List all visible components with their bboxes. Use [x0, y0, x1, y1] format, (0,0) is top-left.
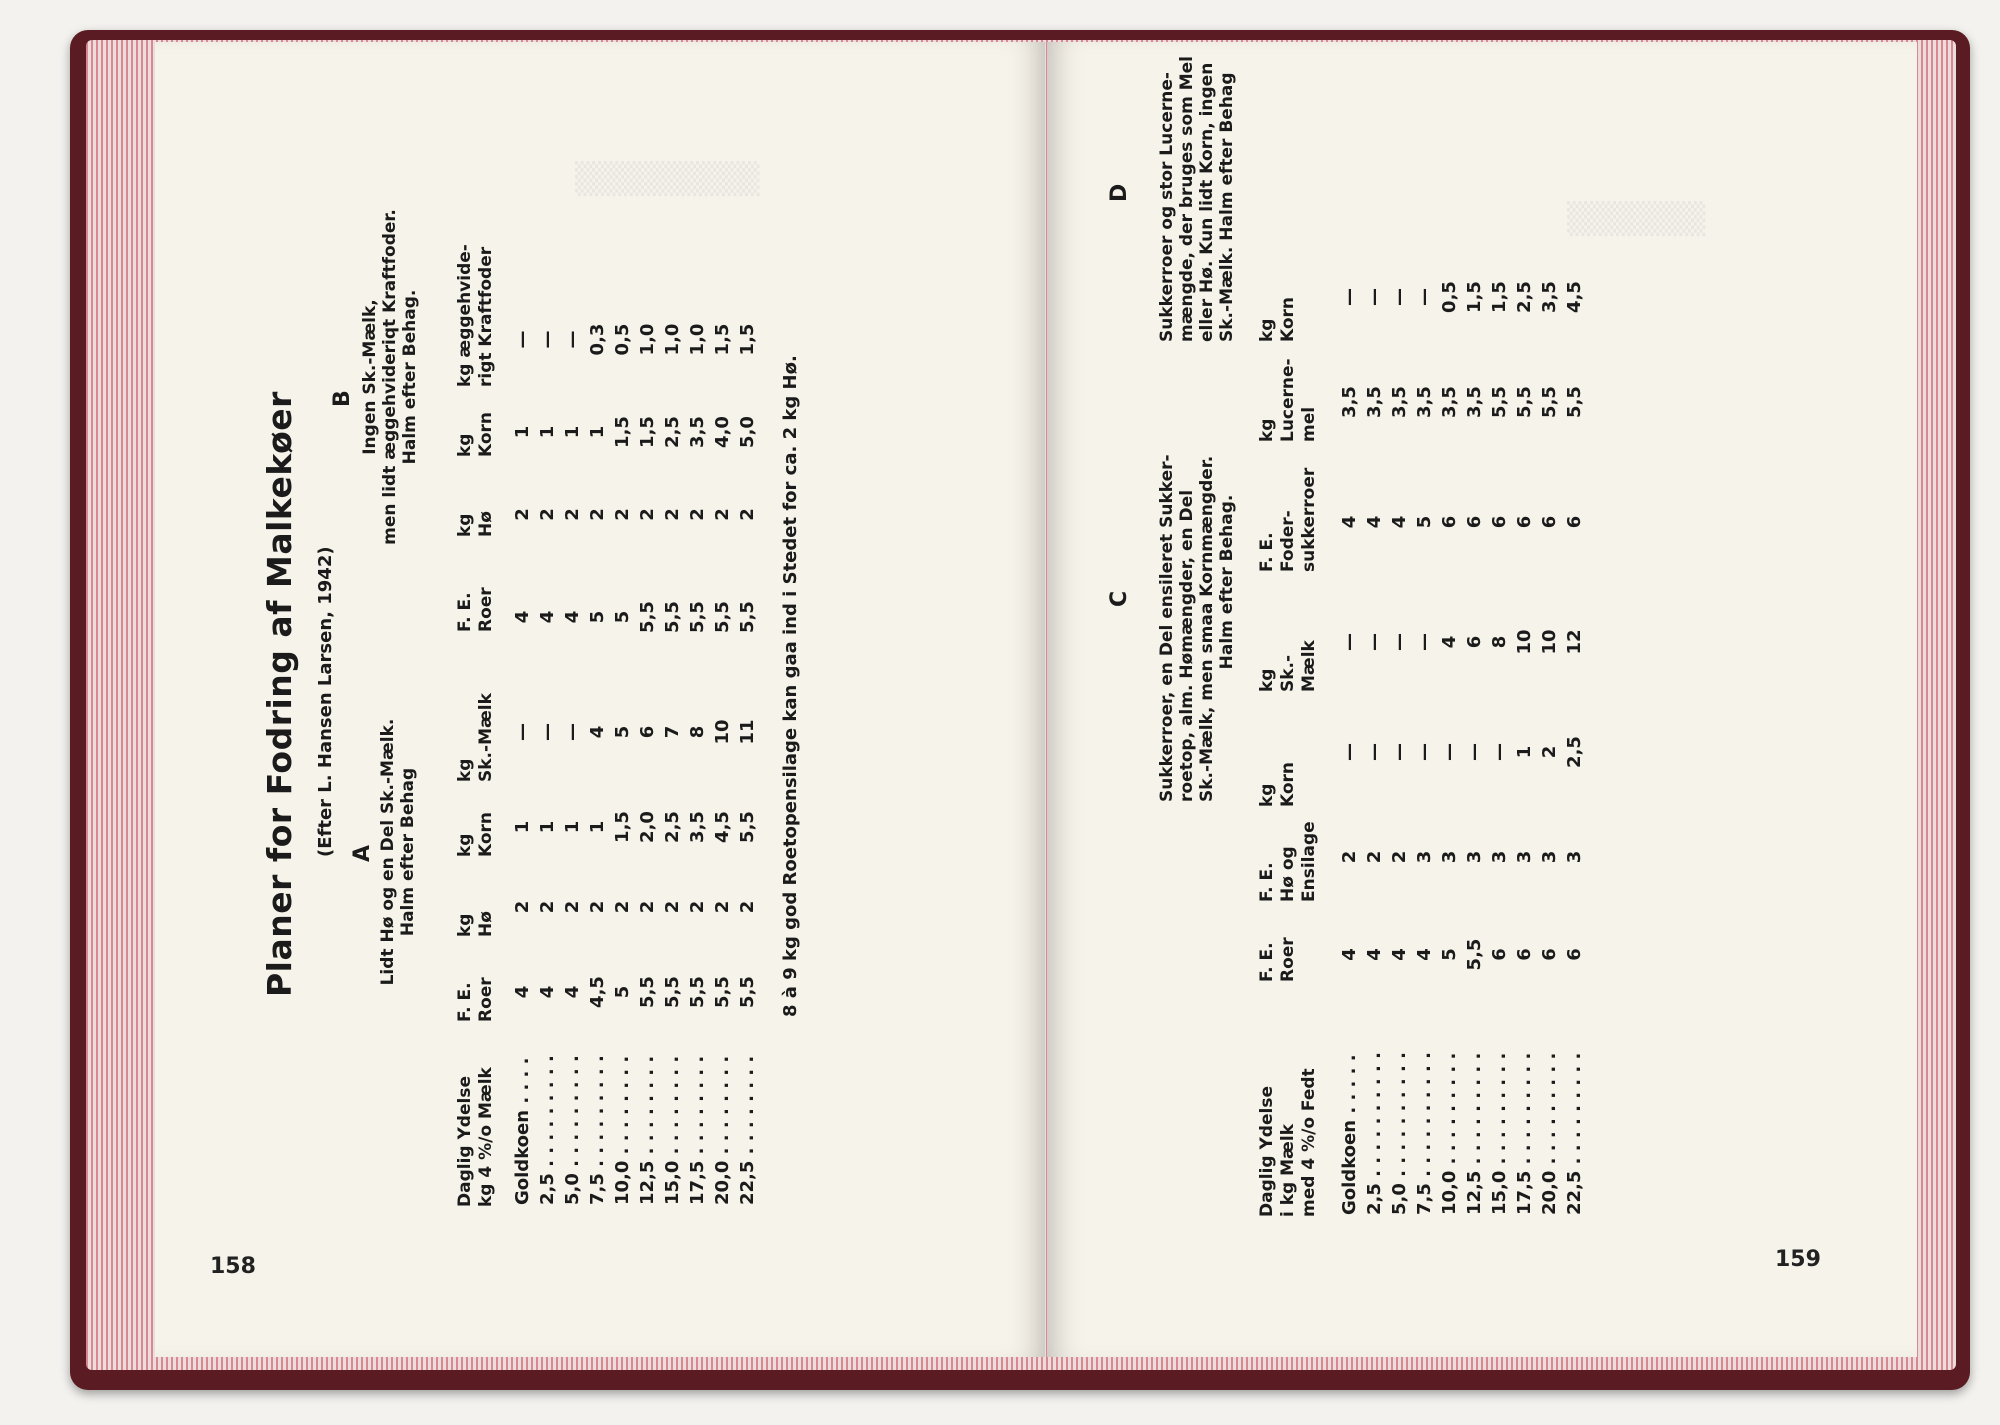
col-header-a-hay — [455, 911, 497, 937]
table-cell: 8 — [687, 725, 708, 739]
row-label: 12,5 . . . . . . . . — [637, 1055, 658, 1205]
table-cell: 1 — [562, 425, 583, 439]
table-cell: 10 — [1539, 629, 1560, 655]
col-header-line: kg — [455, 513, 475, 537]
col-header-line: Hø — [476, 511, 496, 537]
feeding-table-cd — [1337, 247, 1587, 1217]
table-cell: 2 — [637, 900, 658, 914]
table-cell: — — [562, 723, 583, 741]
section-d-heading-line: Sukkerroer og stor Lucerne- — [1157, 72, 1177, 342]
table-cell: 1 — [1514, 745, 1535, 759]
row-label: 7,5 . . . . . . . . . . — [1414, 1052, 1435, 1215]
table-cell: 2,5 — [1514, 281, 1535, 313]
table-cell: 2 — [712, 508, 733, 521]
table-cell: — — [512, 330, 533, 349]
table-cell: 2 — [737, 900, 758, 914]
table-row — [1462, 247, 1487, 1217]
table-cell: 5,5 — [662, 976, 683, 1008]
table-cell: 4 — [1439, 635, 1460, 649]
table-cell: 4 — [1339, 948, 1360, 961]
col-header-line: Lucerne- — [1278, 358, 1298, 442]
table-cell: 2 — [562, 508, 583, 521]
page-number: 159 — [1775, 1247, 1821, 1272]
section-c-heading-line: roetop, alm. Hømængder, en Del — [1177, 489, 1197, 802]
table-cell: 1 — [587, 425, 608, 439]
table-cell: — — [512, 723, 533, 741]
table-cell: 2,5 — [662, 811, 683, 843]
table-cell: — — [1464, 743, 1485, 761]
section-a-heading-line: Halm efter Behag — [398, 767, 418, 937]
table-cell: 2,5 — [1564, 736, 1585, 768]
col-header-c-fe-hay — [1257, 821, 1320, 902]
row-label: 20,0 . . . . . . . . — [712, 1055, 733, 1205]
table-cell: — — [1339, 633, 1360, 651]
table-cell: 4 — [537, 985, 558, 999]
left-page-rotated-content — [260, 77, 1020, 1227]
table-cell: 5 — [1414, 515, 1435, 529]
table-cell: 1 — [562, 820, 583, 834]
table-cell: 2 — [1539, 745, 1560, 759]
col-header-line: Foder- — [1278, 510, 1298, 572]
table-cell: 4 — [1364, 515, 1385, 529]
col-header-line: med 4 %/o Fedt — [1299, 1068, 1319, 1217]
table-cell: 5,5 — [737, 811, 758, 843]
col-header-line: kg — [1257, 783, 1277, 807]
table-cell: 6 — [1489, 515, 1510, 529]
table-cell: — — [1414, 743, 1435, 761]
col-header-line: i kg Mælk — [1278, 1123, 1298, 1217]
table-cell: — — [537, 330, 558, 349]
col-header-line: Roer — [476, 587, 496, 632]
col-header-line: Daglig Ydelse — [455, 1076, 475, 1207]
col-header-line: F. E. — [455, 982, 475, 1022]
table-row — [1412, 247, 1437, 1217]
feeding-table-ab — [510, 287, 760, 1207]
table-row — [585, 287, 610, 1207]
table-cell: 1 — [512, 425, 533, 439]
section-c-letter: C — [1107, 590, 1132, 607]
table-cell: 6 — [1489, 948, 1510, 961]
table-cell: — — [1339, 288, 1360, 306]
row-label: 10,0 . . . . . . . . — [612, 1055, 633, 1205]
row-label: 10,0 . . . . . . . . . — [1439, 1052, 1460, 1215]
bleed-through-shadow: ▒▒▒▒▒▒ — [1567, 202, 1706, 237]
table-cell: 1,5 — [637, 416, 658, 448]
col-header-line: Korn — [1278, 761, 1298, 807]
section-b-letter: B — [330, 390, 355, 407]
table-cell: — — [1414, 288, 1435, 306]
table-cell: 11 — [737, 719, 758, 745]
section-c-heading-line: Sk.-Mælk, men smaa Kornmængder. — [1197, 455, 1217, 802]
table-cell: 5,5 — [737, 601, 758, 633]
table-cell: 3,5 — [1389, 386, 1410, 418]
table-cell: — — [1389, 743, 1410, 761]
row-label: 22,5 . . . . . . . . . — [1564, 1052, 1585, 1215]
right-page — [1047, 42, 1917, 1357]
table-row — [610, 287, 635, 1207]
table-cell: 4 — [1414, 948, 1435, 961]
table-cell: 6 — [637, 725, 658, 739]
row-label: Goldkoen . . . . . — [1339, 1054, 1360, 1215]
table-cell: 2 — [612, 900, 633, 914]
section-a-heading — [378, 687, 418, 1017]
col-header-line: Roer — [476, 977, 496, 1022]
table-cell: 2 — [512, 508, 533, 521]
table-cell: 6 — [1539, 515, 1560, 529]
table-cell: 5,5 — [1539, 386, 1560, 418]
col-header-line: Korn — [476, 811, 496, 857]
col-header-d-grain — [1257, 297, 1299, 342]
table-cell: 5,5 — [1489, 386, 1510, 418]
table-cell: 5,5 — [637, 601, 658, 633]
table-row — [1337, 247, 1362, 1217]
table-cell: — — [537, 723, 558, 741]
table-cell: — — [1439, 743, 1460, 761]
table-cell: 5,5 — [712, 976, 733, 1008]
table-cell: 2 — [637, 508, 658, 521]
col-header-line: kg — [1257, 418, 1277, 442]
table-cell: 5,5 — [1514, 386, 1535, 418]
table-cell: 6 — [1439, 515, 1460, 529]
col-header-line: kg æggehvide- — [455, 244, 475, 387]
table-cell: 2,5 — [662, 416, 683, 448]
table-cell: 1 — [587, 820, 608, 834]
table-row — [1362, 247, 1387, 1217]
table-row — [635, 287, 660, 1207]
table-cell: 3 — [1414, 850, 1435, 864]
col-header-c-skim — [1257, 640, 1320, 692]
col-header-line: Mælk — [1299, 640, 1319, 692]
table-cell: 12 — [1564, 629, 1585, 655]
col-header-line: Roer — [1278, 937, 1298, 982]
table-row — [510, 287, 535, 1207]
table-cell: 0,3 — [587, 323, 608, 356]
table-row — [1537, 247, 1562, 1217]
table-cell: 4,5 — [712, 811, 733, 843]
section-a-heading-line: Lidt Hø og en Del Sk.-Mælk. — [378, 718, 398, 986]
col-header-line: F. E. — [1257, 942, 1277, 982]
table-cell: 4,5 — [587, 976, 608, 1008]
table-cell: 3,5 — [1414, 386, 1435, 418]
table-cell: 4 — [1389, 948, 1410, 961]
table-cell: 5,5 — [712, 601, 733, 633]
table-cell: 6 — [1514, 515, 1535, 529]
table-cell: 4 — [512, 985, 533, 999]
section-d-letter: D — [1107, 183, 1132, 202]
table-cell: 3,5 — [1439, 386, 1460, 418]
table-cell: 1,5 — [612, 416, 633, 448]
table-cell: — — [1489, 743, 1510, 761]
table-cell: 1,5 — [612, 811, 633, 843]
section-c-heading-line: Sukkerroer, en Del ensileret Sukker- — [1157, 454, 1177, 802]
table-cell: 2 — [662, 508, 683, 521]
table-cell: 2 — [687, 508, 708, 521]
table-cell: 5 — [612, 985, 633, 999]
table-cell: 5,0 — [737, 416, 758, 448]
table-cell: 5,5 — [1564, 386, 1585, 418]
table-cell: 3,5 — [1464, 386, 1485, 418]
table-cell: 2 — [587, 900, 608, 914]
page-subtitle: (Efter L. Hansen Larsen, 1942) — [315, 546, 336, 857]
table-cell: 3 — [1439, 850, 1460, 864]
table-cell: 3,5 — [687, 416, 708, 448]
table-cell: 5,5 — [637, 976, 658, 1008]
section-b-heading-line: Ingen Sk.-Mælk, — [360, 299, 380, 455]
table-cell: 6 — [1464, 515, 1485, 529]
col-header-a-skim — [455, 693, 497, 782]
table-cell: 4,5 — [1564, 281, 1585, 313]
table-cell: 1,5 — [1489, 281, 1510, 313]
col-header-c-grain — [1257, 762, 1299, 807]
table-cell: 8 — [1489, 635, 1510, 649]
table-cell: — — [1364, 743, 1385, 761]
table-cell: 2 — [537, 900, 558, 914]
col-header-line: Korn — [1278, 296, 1298, 342]
table-cell: 3 — [1464, 850, 1485, 864]
row-label: 7,5 . . . . . . . . . — [587, 1055, 608, 1205]
col-header-line: Ensilage — [1299, 821, 1319, 902]
col-header-line: F. E. — [455, 592, 475, 632]
table-cell: 4 — [1389, 515, 1410, 529]
section-c-heading-line: Halm efter Behag. — [1217, 494, 1237, 670]
col-header-d-lucerne — [1257, 358, 1320, 442]
table-cell: 1,5 — [1464, 281, 1485, 313]
table-cell: 0,5 — [612, 323, 633, 356]
row-label: 2,5 . . . . . . . . . . — [1364, 1052, 1385, 1215]
table-cell: 6 — [1564, 948, 1585, 961]
table-row — [1387, 247, 1412, 1217]
table-cell: 3,5 — [1364, 386, 1385, 418]
table-cell: 10 — [1514, 629, 1535, 655]
table-cell: — — [1389, 288, 1410, 306]
col-header-line: Hø og — [1278, 846, 1298, 902]
col-header-line: kg 4 %/o Mælk — [476, 1067, 496, 1207]
table-cell: 3 — [1514, 850, 1535, 864]
table-cell: 0,5 — [1439, 281, 1460, 313]
right-page-rotated-content — [1107, 56, 1867, 1222]
table-cell: 1 — [537, 820, 558, 834]
table-row — [560, 287, 585, 1207]
col-header-line: kg — [455, 833, 475, 857]
col-header-line: Daglig Ydelse — [1257, 1086, 1277, 1217]
section-d-heading-line: eller Hø. Kun lidt Korn, ingen — [1197, 62, 1217, 342]
col-header-yield — [455, 1067, 497, 1207]
table-cell: 2 — [1339, 850, 1360, 864]
table-cell: 5,5 — [687, 601, 708, 633]
table-cell: 2 — [662, 900, 683, 914]
table-cell: 1,0 — [687, 323, 708, 356]
table-row — [1512, 247, 1537, 1217]
col-header-yield — [1257, 1068, 1320, 1217]
table-cell: 4 — [562, 610, 583, 624]
col-header-b-fe — [455, 587, 497, 632]
table-row — [710, 287, 735, 1207]
table-cell: 1 — [512, 820, 533, 834]
col-header-b-grain — [455, 412, 497, 457]
table-cell: 2 — [712, 900, 733, 914]
col-header-b-protein — [455, 244, 497, 387]
table-cell: 5 — [612, 610, 633, 624]
table-cell: 2 — [512, 900, 533, 914]
row-label: Goldkoen . . . . — [512, 1057, 533, 1205]
table-cell: 2 — [1389, 850, 1410, 864]
table-cell: — — [1364, 288, 1385, 306]
footnote: 8 à 9 kg god Roetopensilage kan gaa ind i Stedet for ca. 2 kg Hø. — [780, 355, 801, 1017]
table-cell: 4 — [537, 610, 558, 624]
section-d-heading-line: Sk.-Mælk. Halm efter Behag — [1217, 72, 1237, 342]
table-cell: 2 — [1364, 850, 1385, 864]
table-cell: 1 — [537, 425, 558, 439]
col-header-line: Sk.- — [1278, 654, 1298, 692]
table-cell: 4 — [1339, 515, 1360, 529]
table-row — [535, 287, 560, 1207]
table-cell: 4 — [587, 725, 608, 739]
table-cell: 4,0 — [712, 416, 733, 448]
row-label: 17,5 . . . . . . . . — [687, 1055, 708, 1205]
page-number: 158 — [210, 1254, 256, 1279]
table-cell: 3 — [1539, 850, 1560, 864]
section-d-heading — [1157, 42, 1237, 342]
section-c-heading — [1157, 362, 1237, 802]
row-label: 12,5 . . . . . . . . . — [1464, 1052, 1485, 1215]
table-cell: 2 — [537, 508, 558, 521]
row-label: 15,0 . . . . . . . . . — [1489, 1052, 1510, 1215]
row-label: 5,0 . . . . . . . . . . — [1389, 1052, 1410, 1215]
row-label: 20,0 . . . . . . . . . — [1539, 1052, 1560, 1215]
col-header-line: Hø — [476, 911, 496, 937]
table-cell: 2,0 — [637, 811, 658, 843]
row-label: 22,5 . . . . . . . . — [737, 1055, 758, 1205]
table-row — [1487, 247, 1512, 1217]
table-cell: 5,5 — [737, 976, 758, 1008]
table-cell: — — [1389, 633, 1410, 651]
col-header-line: Korn — [476, 411, 496, 457]
table-cell: 3,5 — [1339, 386, 1360, 418]
section-b-heading-line: Halm efter Behag. — [400, 289, 420, 465]
table-cell: 4 — [562, 985, 583, 999]
col-header-line: F. E. — [1257, 862, 1277, 902]
col-header-line: rigt Kraftfoder — [476, 246, 496, 387]
table-cell: — — [1364, 633, 1385, 651]
row-label: 2,5 . . . . . . . . . — [537, 1055, 558, 1205]
table-cell: 2 — [562, 900, 583, 914]
table-cell: 2 — [612, 508, 633, 521]
table-cell: 7 — [662, 725, 683, 739]
col-header-line: sukkerroer — [1299, 467, 1319, 572]
table-cell: 6 — [1514, 948, 1535, 961]
table-cell: 2 — [587, 508, 608, 521]
table-cell: 1,0 — [637, 323, 658, 356]
table-cell: 5 — [1439, 948, 1460, 961]
table-cell: 5,5 — [1464, 938, 1485, 971]
col-header-line: kg — [1257, 318, 1277, 342]
section-a-letter: A — [350, 844, 375, 862]
table-cell: 1,5 — [712, 323, 733, 356]
table-cell: 1,5 — [737, 323, 758, 356]
table-cell: 6 — [1539, 948, 1560, 961]
table-cell: — — [1414, 633, 1435, 651]
table-cell: 4 — [1364, 948, 1385, 961]
table-cell: 6 — [1564, 515, 1585, 529]
section-b-heading — [360, 167, 420, 587]
table-cell: 5 — [612, 725, 633, 739]
table-row — [735, 287, 760, 1207]
table-cell: — — [562, 330, 583, 349]
section-d-heading-line: mængde, der bruges som Mel — [1177, 56, 1197, 342]
page-title: Planer for Fodring af Malkekøer — [260, 391, 299, 997]
col-header-line: kg — [455, 913, 475, 937]
table-cell: 3 — [1564, 850, 1585, 864]
col-header-line: F. E. — [1257, 532, 1277, 572]
table-cell: 3 — [1489, 850, 1510, 864]
table-cell: 3,5 — [1539, 281, 1560, 313]
table-cell: 4 — [512, 610, 533, 624]
table-cell: 2 — [737, 508, 758, 521]
col-header-line: mel — [1299, 406, 1319, 442]
col-header-d-fe — [1257, 468, 1320, 572]
col-header-line: kg — [455, 758, 475, 782]
section-b-heading-line: men lidt æggehvideriqt Kraftfoder. — [380, 209, 400, 545]
table-cell: 5,5 — [662, 601, 683, 633]
col-header-line: kg — [1257, 668, 1277, 692]
col-header-c-fe-roer — [1257, 937, 1299, 982]
col-header-a-grain — [455, 812, 497, 857]
bleed-through-shadow: ▒▒▒▒▒▒▒▒ — [575, 162, 760, 197]
col-header-line: Sk.-Mælk — [476, 693, 496, 782]
table-cell: 5,5 — [687, 976, 708, 1008]
table-row — [685, 287, 710, 1207]
row-label: 17,5 . . . . . . . . . — [1514, 1052, 1535, 1215]
row-label: 15,0 . . . . . . . . — [662, 1055, 683, 1205]
col-header-a-fe — [455, 977, 497, 1022]
table-cell: — — [1339, 743, 1360, 761]
col-header-b-hay — [455, 511, 497, 537]
table-cell: 10 — [712, 719, 733, 745]
table-row — [660, 287, 685, 1207]
table-cell: 1,0 — [662, 323, 683, 356]
col-header-line: kg — [455, 433, 475, 457]
table-cell: 2 — [687, 900, 708, 914]
table-cell: 6 — [1464, 635, 1485, 649]
table-cell: 5 — [587, 610, 608, 624]
table-row — [1437, 247, 1462, 1217]
table-cell: 3,5 — [687, 811, 708, 843]
left-page — [155, 42, 1045, 1357]
table-row — [1562, 247, 1587, 1217]
row-label: 5,0 . . . . . . . . . — [562, 1055, 583, 1205]
